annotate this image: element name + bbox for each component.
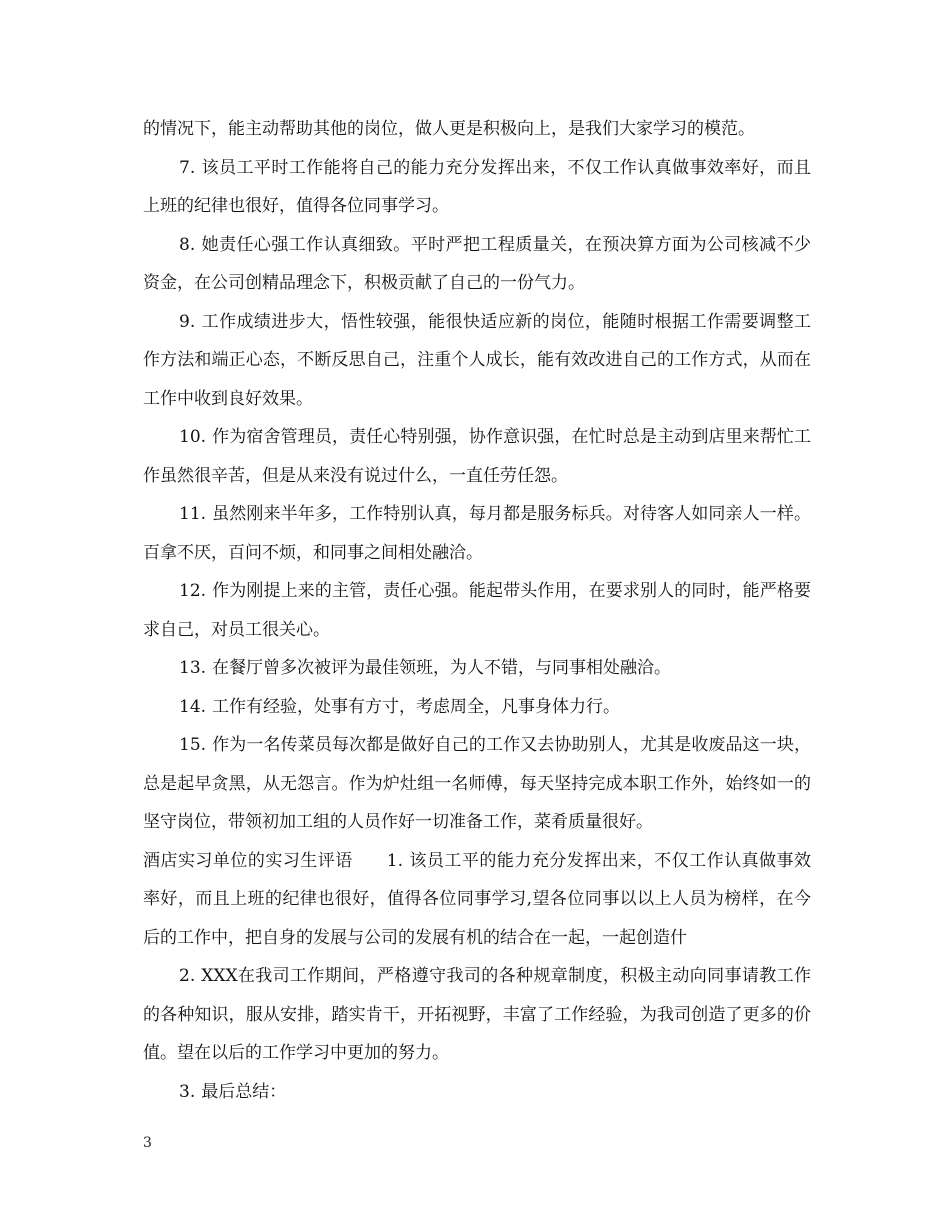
item-text: 作为宿舍管理员，责任心特别强，协作意识强，在忙时总是主动到店里来帮忙工作虽然很辛苦，但是从来没有说过什么，一直任劳任怨。 — [143, 427, 811, 486]
item-number: 3. — [179, 1081, 196, 1102]
item-text: 她责任心强工作认真细致。平时严把工程质量关，在预决算方面为公司核减不少资金，在公司创精品理念下，积极贡献了自己的一份气力。 — [143, 234, 811, 293]
document-body — [143, 110, 811, 1111]
item-text: 该员工平的能力充分发挥出来，不仅工作认真做事效率好，而且上班的纪律也很好，值得各位同事学习,望各位同事以以上人员为榜样，在今后的工作中，把自身的发展与公司的发展有机的结合在一起，一起创造什 — [143, 850, 812, 948]
item-text: 作为一名传菜员每次都是做好自己的工作又去协助别人，尤其是收废品这一块，总是起早贪黑，从无怨言。作为炉灶组一名师傅，每天坚持完成本职工作外，始终如一的坚守岗位，带领初加工组的人员作好一切准备工作，菜肴质量很好。 — [143, 735, 811, 832]
item-text: 作为刚提上来的主管，责任心强。能起带头作用，在要求别人的同时，能严格要求自己，对员工很关心。 — [143, 581, 811, 640]
item-number: 7. — [179, 157, 196, 178]
list-item-13 — [143, 649, 811, 688]
item-number: 8. — [179, 234, 196, 255]
item-number: 11. — [179, 504, 207, 524]
item-number: 2. — [179, 966, 196, 986]
item-text: 该员工平时工作能将自己的能力充分发挥出来，不仅工作认真做事效率好，而且上班的纪律也很好，值得各位同事学习。 — [143, 157, 811, 216]
item-number: 1. — [386, 850, 403, 871]
list-item-10 — [143, 418, 811, 495]
list-item-9 — [143, 303, 811, 419]
list-item-2 — [143, 957, 811, 1073]
page-number: 3 — [143, 1135, 152, 1151]
item-number: 13. — [179, 658, 207, 678]
item-number: 9. — [179, 311, 196, 332]
list-item-3 — [143, 1073, 811, 1112]
item-number: 15. — [179, 735, 207, 755]
item-number: 10. — [179, 427, 207, 447]
list-item-8 — [143, 226, 811, 303]
list-item-7 — [143, 149, 811, 226]
item-text: 工作有经验，处事有方寸，考虑周全，凡事身体力行。 — [212, 696, 621, 717]
item-text: 虽然刚来半年多，工作特别认真，每月都是服务标兵。对待客人如同亲人一样。百拿不厌，百问不烦，和同事之间相处融洽。 — [143, 504, 811, 563]
item-text: XXX在我司工作期间，严格遵守我司的各种规章制度，积极主动向同事请教工作的各种知识，服从安排，踏实肯干，开拓视野，丰富了工作经验，为我司创造了更多的价值。望在以后的工作学习中更加的努力。 — [143, 966, 811, 1063]
section-intro — [143, 842, 811, 958]
list-item-15 — [143, 726, 811, 842]
section-heading: 酒店实习单位的实习生评语 — [143, 850, 353, 871]
item-text: 在餐厅曾多次被评为最佳领班，为人不错，与同事相处融洽。 — [212, 658, 672, 678]
paragraph-continuation — [143, 110, 811, 149]
list-item-12 — [143, 572, 811, 649]
list-item-14 — [143, 688, 811, 727]
item-number: 14. — [179, 696, 207, 717]
list-item-11 — [143, 495, 811, 572]
item-text: 最后总结： — [201, 1081, 287, 1102]
item-number: 12. — [179, 581, 207, 601]
item-text: 工作成绩进步大，悟性较强，能很快适应新的岗位，能随时根据工作需要调整工作方法和端正心态，不断反思自己，注重个人成长，能有效改进自己的工作方式，从而在工作中收到良好效果。 — [143, 311, 811, 409]
paragraph-text: 的情况下，能主动帮助其他的岗位，做人更是积极向上，是我们大家学习的模范。 — [143, 119, 755, 139]
